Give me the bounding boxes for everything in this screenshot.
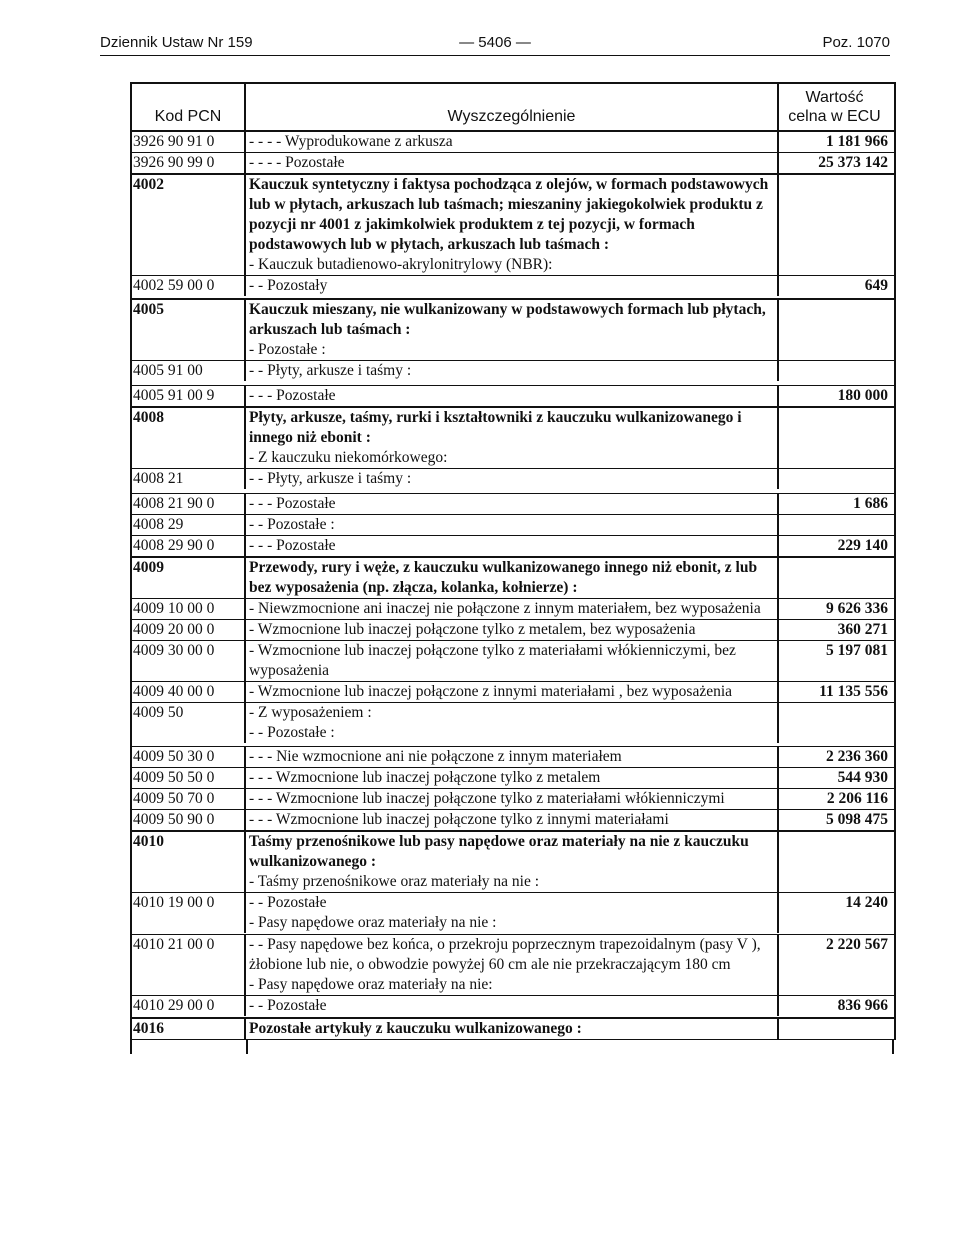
description-cell xyxy=(246,789,779,809)
table-row xyxy=(132,153,894,174)
table-row xyxy=(132,831,894,893)
table-row xyxy=(132,515,894,536)
customs-value: 360 271 xyxy=(837,621,888,638)
description-text: - - - Nie wzmocnione ani nie połączone z innym materiałem xyxy=(249,748,622,765)
header-description: Wyszczególnienie xyxy=(246,84,779,130)
description-text: - - - Wzmocnione lub inaczej połączone tylko z materiałami włókienniczymi xyxy=(249,790,725,807)
description-text: - - Pozostały xyxy=(249,277,328,294)
description-text: Taśmy przenośnikowe lub pasy napędowe oraz materiały na nie z kauczuku wulkanizowanego : xyxy=(249,833,749,870)
description-text: - - Pozostałe xyxy=(249,894,327,911)
customs-value: 229 140 xyxy=(837,537,888,554)
description-text: - - Pozostałe : xyxy=(249,516,335,533)
pcn-code: 4010 xyxy=(132,832,246,892)
description-cell xyxy=(246,276,779,296)
description-text: Przewody, rury i węże, z kauczuku wulkanizowanego innego niż ebonit, z lub bez wyposażenia (np. złącza, kolanka, kołnierze) : xyxy=(249,559,758,596)
description-cell xyxy=(246,810,779,830)
customs-value: 5 098 475 xyxy=(826,811,888,828)
pcn-code: 4009 30 00 0 xyxy=(132,641,246,681)
description-text: Kauczuk mieszany, nie wulkanizowany w podstawowych formach lub płytach, arkuszach lub taśmach : xyxy=(249,301,766,338)
subheading-text: - Z kauczuku niekomórkowego: xyxy=(249,449,448,466)
customs-value xyxy=(779,361,890,381)
pcn-code: 4008 29 90 0 xyxy=(132,536,246,556)
description-cell xyxy=(246,153,779,173)
table-continuation xyxy=(130,1040,894,1054)
pcn-code: 4009 50 30 0 xyxy=(132,747,246,767)
customs-value: 180 000 xyxy=(837,387,888,404)
description-cell xyxy=(246,641,779,681)
pcn-code: 4005 91 00 xyxy=(132,361,246,381)
customs-value: 14 240 xyxy=(845,894,888,911)
description-text: - - - - Pozostałe xyxy=(249,154,345,171)
description-cell xyxy=(246,1019,779,1039)
pcn-code: 4009 40 00 0 xyxy=(132,682,246,702)
customs-value: 2 220 567 xyxy=(826,936,888,953)
table-row xyxy=(132,174,894,276)
description-text: - Z wyposażeniem : xyxy=(249,704,372,721)
table-row xyxy=(132,703,894,747)
description-text: Kauczuk syntetyczny i faktysa pochodząca z olejów, w formach podstawowych lub w płytach, arkuszach lub taśmach; mieszaniny jakiegokolwiek produktu z pozycji nr 4001 z jakimkolwiek produktem z tej pozycji, w formach podstawowych lub w płytach, arkuszach lub taśmach : xyxy=(249,176,769,253)
pcn-code: 3926 90 99 0 xyxy=(132,153,246,173)
pcn-code: 3926 90 91 0 xyxy=(132,132,246,152)
table-row xyxy=(132,132,894,153)
description-text: - - - Wzmocnione lub inaczej połączone tylko z innymi materiałami xyxy=(249,811,669,828)
customs-value: 11 135 556 xyxy=(819,683,888,700)
customs-value xyxy=(779,703,890,743)
description-text: - - - - Wyprodukowane z arkusza xyxy=(249,133,453,150)
table-row xyxy=(132,469,894,494)
description-cell xyxy=(246,703,779,743)
pcn-code: 4009 50 90 0 xyxy=(132,810,246,830)
description-cell xyxy=(246,469,779,489)
customs-value: 1 181 966 xyxy=(826,133,888,150)
customs-value xyxy=(779,515,890,535)
description-text: - - Pasy napędowe bez końca, o przekroju poprzecznym trapezoidalnym (pasy V ), żłobione lub nie, o obwodzie powyżej 60 cm ale nie przekraczającym 180 cm xyxy=(249,936,761,973)
table-row xyxy=(132,641,894,682)
pcn-code: 4010 21 00 0 xyxy=(132,935,246,995)
description-cell xyxy=(246,515,779,535)
description-cell xyxy=(246,300,779,360)
description-cell xyxy=(246,682,779,702)
table-header xyxy=(132,84,894,132)
description-cell xyxy=(246,620,779,640)
customs-value xyxy=(779,1019,890,1039)
customs-value: 2 206 116 xyxy=(826,790,888,807)
header-value: Wartość celna w ECU xyxy=(788,89,881,125)
subheading-text: - Pasy napędowe oraz materiały na nie : xyxy=(249,914,497,931)
description-cell xyxy=(246,893,779,933)
subheading-text: - Taśmy przenośnikowe oraz materiały na nie : xyxy=(249,873,540,890)
header-rule xyxy=(100,55,890,56)
pcn-code: 4009 50 70 0 xyxy=(132,789,246,809)
customs-value: 25 373 142 xyxy=(818,154,888,171)
subheading-text: - Pasy napędowe oraz materiały na nie: xyxy=(249,976,493,993)
description-cell xyxy=(246,768,779,788)
description-text: - - Płyty, arkusze i taśmy : xyxy=(249,470,412,487)
customs-value xyxy=(779,558,890,598)
pcn-code: 4008 xyxy=(132,408,246,468)
description-text: - - - Pozostałe xyxy=(249,537,336,554)
description-text: - - Pozostałe xyxy=(249,997,327,1014)
description-cell xyxy=(246,832,779,892)
customs-value: 544 930 xyxy=(837,769,888,786)
table-row xyxy=(132,810,894,831)
table-row xyxy=(132,536,894,557)
pcn-code: 4002 xyxy=(132,175,246,275)
pcn-code: 4009 20 00 0 xyxy=(132,620,246,640)
customs-value: 5 197 081 xyxy=(826,642,888,659)
page-number: — 5406 — xyxy=(459,34,531,51)
page-header xyxy=(100,34,890,54)
pcn-code: 4002 59 00 0 xyxy=(132,276,246,296)
subheading-text: - Pozostałe : xyxy=(249,341,326,358)
header-code: Kod PCN xyxy=(132,84,246,130)
description-cell xyxy=(246,494,779,514)
customs-value: 2 236 360 xyxy=(826,748,888,765)
customs-value: 649 xyxy=(864,277,888,294)
table-row xyxy=(132,1018,894,1040)
pcn-code: 4010 29 00 0 xyxy=(132,996,246,1016)
table-row xyxy=(132,768,894,789)
table-row xyxy=(132,789,894,810)
description-text: - Niewzmocnione ani inaczej nie połączone z innym materiałem, bez wyposażenia xyxy=(249,600,761,617)
customs-value xyxy=(779,469,890,489)
description-text: - Wzmocnione lub inaczej połączone tylko z metalem, bez wyposażenia xyxy=(249,621,696,638)
pcn-code: 4008 21 90 0 xyxy=(132,494,246,514)
description-text: - Wzmocnione lub inaczej połączone z innymi materiałami , bez wyposażenia xyxy=(249,683,733,700)
customs-value xyxy=(779,175,890,275)
description-cell xyxy=(246,175,779,275)
description-cell xyxy=(246,408,779,468)
customs-value: 9 626 336 xyxy=(826,600,888,617)
pcn-code: 4005 91 00 9 xyxy=(132,386,246,406)
description-text: - - - Pozostałe xyxy=(249,495,336,512)
table-row xyxy=(132,407,894,469)
description-cell xyxy=(246,996,779,1016)
subheading-text: - Kauczuk butadienowo-akrylonitrylowy (NBR): xyxy=(249,256,553,273)
journal-title: Dziennik Ustaw Nr 159 xyxy=(100,34,253,51)
pcn-code: 4010 19 00 0 xyxy=(132,893,246,933)
customs-value xyxy=(779,832,890,892)
subheading-text: - - Pozostałe : xyxy=(249,724,335,741)
pcn-code: 4016 xyxy=(132,1019,246,1039)
description-cell xyxy=(246,361,779,381)
description-text: - - - Pozostałe xyxy=(249,387,336,404)
table-row xyxy=(132,599,894,620)
table-row xyxy=(132,893,894,935)
description-cell xyxy=(246,386,779,406)
description-cell xyxy=(246,599,779,619)
customs-value: 1 686 xyxy=(853,495,888,512)
customs-value xyxy=(779,408,890,468)
description-cell xyxy=(246,747,779,767)
table-row xyxy=(132,620,894,641)
customs-value: 836 966 xyxy=(837,997,888,1014)
description-text: - - Płyty, arkusze i taśmy : xyxy=(249,362,412,379)
description-cell xyxy=(246,132,779,152)
table-row xyxy=(132,557,894,599)
tariff-table xyxy=(130,82,896,1040)
pcn-code: 4005 xyxy=(132,300,246,360)
table-row xyxy=(132,494,894,515)
pcn-code: 4008 21 xyxy=(132,469,246,489)
description-cell xyxy=(246,935,779,995)
table-row xyxy=(132,935,894,996)
pcn-code: 4009 xyxy=(132,558,246,598)
customs-value xyxy=(779,300,890,360)
pcn-code: 4009 50 50 0 xyxy=(132,768,246,788)
table-row xyxy=(132,747,894,768)
description-text: - Wzmocnione lub inaczej połączone tylko z materiałami włókienniczymi, bez wyposażenia xyxy=(249,642,736,679)
description-text: Płyty, arkusze, taśmy, rurki i kształtowniki z kauczuku wulkanizowanego i innego niż ebonit : xyxy=(249,409,742,446)
table-row xyxy=(132,276,894,299)
pcn-code: 4009 10 00 0 xyxy=(132,599,246,619)
description-text: Pozostałe artykuły z kauczuku wulkanizowanego : xyxy=(249,1020,582,1037)
table-row xyxy=(132,682,894,703)
pcn-code: 4009 50 xyxy=(132,703,246,743)
description-cell xyxy=(246,536,779,556)
pcn-code: 4008 29 xyxy=(132,515,246,535)
table-row xyxy=(132,386,894,407)
description-text: - - - Wzmocnione lub inaczej połączone tylko z metalem xyxy=(249,769,601,786)
table-row xyxy=(132,299,894,361)
position-number: Poz. 1070 xyxy=(822,34,890,51)
table-row xyxy=(132,361,894,386)
description-cell xyxy=(246,558,779,598)
table-row xyxy=(132,996,894,1018)
